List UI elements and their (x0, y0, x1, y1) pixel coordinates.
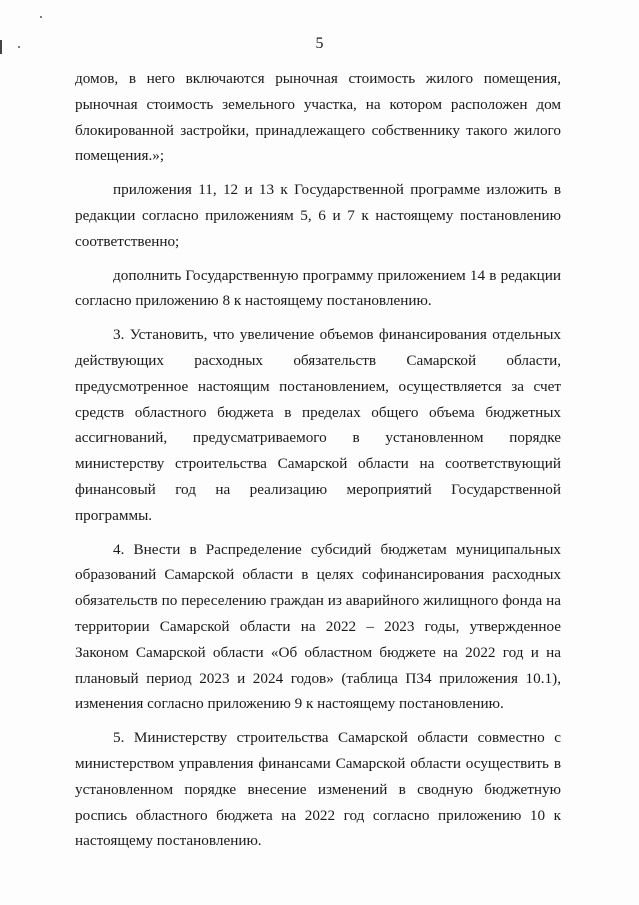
paragraph: дополнить Государственную программу приложением 14 в редакции согласно приложению 8 к настоящему постановлению. (75, 266, 561, 310)
page-number: 5 (315, 35, 324, 52)
scan-speck (40, 16, 42, 18)
document-body (75, 66, 561, 854)
paragraph: приложения 11, 12 и 13 к Государственной программе изложить в редакции согласно приложениям 5, 6 и 7 к настоящему постановлению соответственно; (75, 181, 561, 250)
paragraph: 5. Министерству строительства Самарской области совместно с министерством управления финансами Самарской области осуществить в установленном порядке внесение изменений в сводную бюджетную роспись областного бюджета на 2022 год согласно приложению 10 к настоящему постановлению. (75, 729, 561, 850)
paragraph: 3. Установить, что увеличение объемов финансирования отдельных действующих расходных обязательств Самарской области, предусмотренное настоящим постановлением, осуществляется за счет средств областного бюджета в пределах общего объема бюджетных ассигнований, предусматриваемого в установленном порядке министерству строительства Самарской области на соответствующий финансовый год на реализацию мероприятий Государственной программы. (75, 326, 561, 524)
paragraph: домов, в него включаются рыночная стоимость жилого помещения, рыночная стоимость земельного участка, на котором расположен дом блокированной застройки, принадлежащего собственнику такого жилого помещения.»; (75, 70, 561, 165)
paragraph: 4. Внести в Распределение субсидий бюджетам муниципальных образований Самарской области в целях софинансирования расходных обязательств по переселению граждан из аварийного жилищного фонда на территории Самарской области на 2022 – 2023 годы, утвержденное Законом Самарской области «Об областном бюджете на 2022 год и на плановый период 2023 и 2024 годов» (таблица П34 приложения 10.1), изменения согласно приложению 9 к настоящему постановлению. (75, 540, 561, 713)
